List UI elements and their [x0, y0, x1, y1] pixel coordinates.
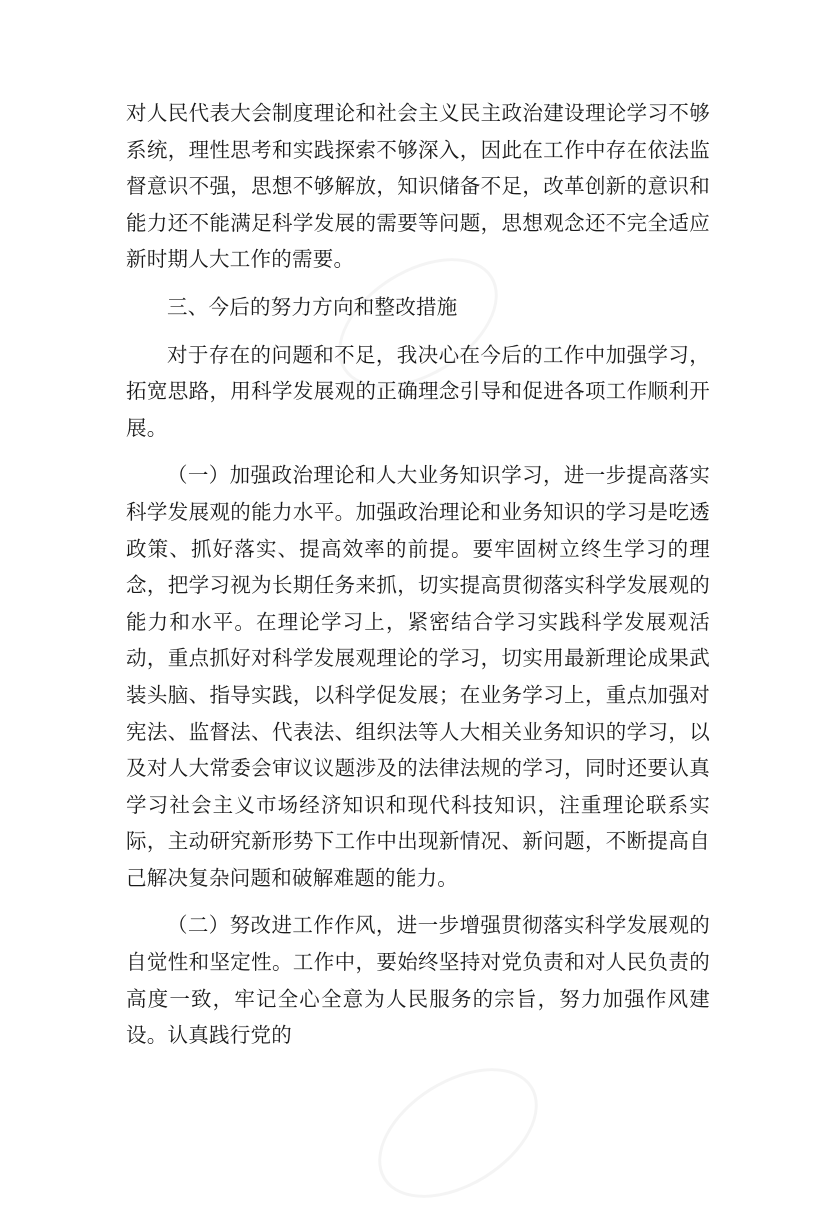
paragraph-item-two: （二）努改进工作作风，进一步增强贯彻落实科学发展观的自觉性和坚定性。工作中，要始终坚持对党负责和对人民负责的高度一致，牢记全心全意为人民服务的宗旨，努力加强作风建设。认真践行党的	[126, 913, 710, 1048]
document-body	[126, 95, 710, 1054]
section-heading: 三、今后的努力方向和整改措施	[167, 294, 458, 319]
paragraph-item-one: （一）加强政治理论和人大业务知识学习，进一步提高落实科学发展观的能力水平。加强政治理论和业务知识的学习是吃透政策、抓好落实、提高效率的前提。要牢固树立终生学习的理念，把学习视为长期任务来抓，切实提高贯彻落实科学发展观的能力和水平。在理论学习上，紧密结合学习实践科学发展观活动，重点抓好对科学发展观理论的学习，切实用最新理论成果武装头脑、指导实践，以科学促发展；在业务学习上，重点加强对宪法、监督法、代表法、组织法等人大相关业务知识的学习，以及对人大常委会审议议题涉及的法律法规的学习，同时还要认真学习社会主义市场经济知识和现代科技知识，注重理论联系实际，主动研究新形势下工作中出现新情况、新问题，不断提高自己解决复杂问题和破解难题的能力。	[126, 463, 710, 890]
paragraph-continued: 对人民代表大会制度理论和社会主义民主政治建设理论学习不够系统，理性思考和实践探索不够深入，因此在工作中存在依法监督意识不强，思想不够解放，知识储备不足，改革创新的意识和能力还不能满足科学发展的需要等问题，思想观念还不完全适应新时期人大工作的需要。	[126, 101, 710, 272]
paragraph-intro: 对于存在的问题和不足，我决心在今后的工作中加强学习，拓宽思路，用科学发展观的正确理念引导和促进各项工作顺利开展。	[126, 342, 710, 440]
watermark-logo-bottom	[355, 1041, 560, 1224]
